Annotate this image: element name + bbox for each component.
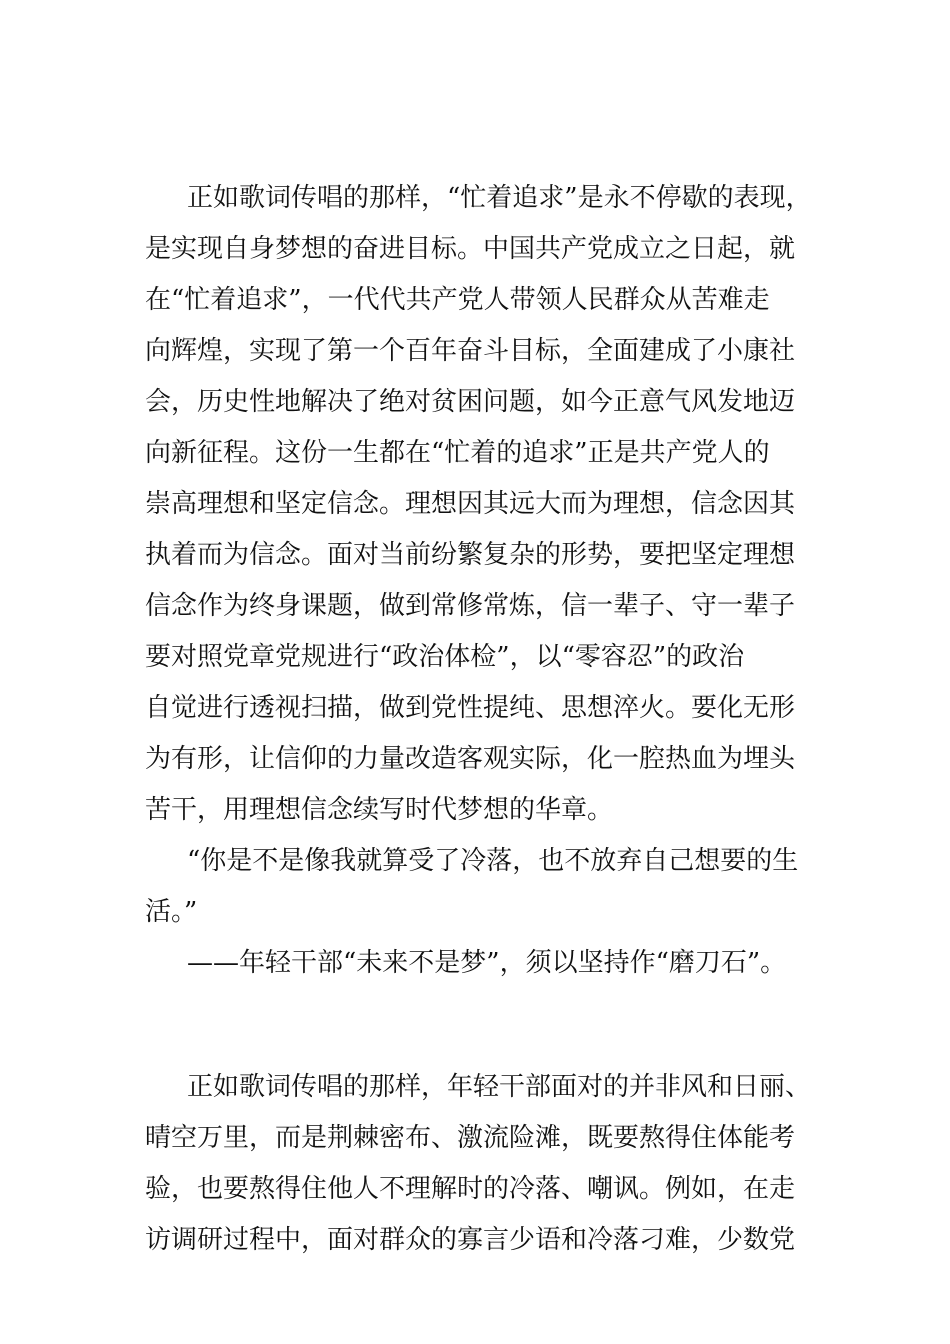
- paragraph-1-line: 会，历史性地解决了绝对贫困问题，如今正意气风发地迈: [145, 387, 796, 417]
- paragraph-1-line: 向新征程。这份一生都在“忙着的追求”正是共产党人的: [145, 438, 770, 468]
- paragraph-1-line: 要对照党章党规进行“政治体检”，以“零容忍”的政治: [145, 642, 745, 672]
- paragraph-1-line: 为有形，让信仰的力量改造客观实际，化一腔热血为埋头: [145, 744, 796, 774]
- paragraph-1-line: 信念作为终身课题，做到常修常炼，信一辈子、守一辈子: [145, 591, 796, 621]
- quote-line: “你是不是像我就算受了冷落，也不放弃自己想要的生: [187, 846, 799, 876]
- paragraph-2-line: 晴空万里，而是荆棘密布、激流险滩，既要熬得住体能考: [145, 1123, 796, 1153]
- paragraph-2-line: 验，也要熬得住他人不理解时的冷落、嘲讽。例如，在走: [145, 1174, 796, 1204]
- document-body: [145, 0, 825, 1344]
- paragraph-1-line: 苦干，用理想信念续写时代梦想的华章。: [145, 795, 614, 825]
- paragraph-2-line: 正如歌词传唱的那样，年轻干部面对的并非风和日丽、: [187, 1072, 812, 1102]
- paragraph-1-line: 正如歌词传唱的那样，“忙着追求”是永不停歇的表现，: [187, 183, 812, 213]
- paragraph-1-line: 是实现自身梦想的奋进目标。中国共产党成立之日起，就: [145, 234, 796, 264]
- paragraph-1-line: 执着而为信念。面对当前纷繁复杂的形势，要把坚定理想: [145, 540, 796, 570]
- paragraph-1-line: 向辉煌，实现了第一个百年奋斗目标，全面建成了小康社: [145, 336, 796, 366]
- quote-line: 活。”: [145, 897, 198, 927]
- section-heading: ——年轻干部“未来不是梦”，须以坚持作“磨刀石”。: [187, 948, 787, 978]
- paragraph-1-line: 崇高理想和坚定信念。理想因其远大而为理想，信念因其: [145, 489, 796, 519]
- paragraph-2-line: 访调研过程中，面对群众的寡言少语和冷落刁难，少数党: [145, 1225, 796, 1255]
- paragraph-1-line: 自觉进行透视扫描，做到党性提纯、思想淬火。要化无形: [145, 693, 796, 723]
- paragraph-1-line: 在“忙着追求”，一代代共产党人带领人民群众从苦难走: [145, 285, 770, 315]
